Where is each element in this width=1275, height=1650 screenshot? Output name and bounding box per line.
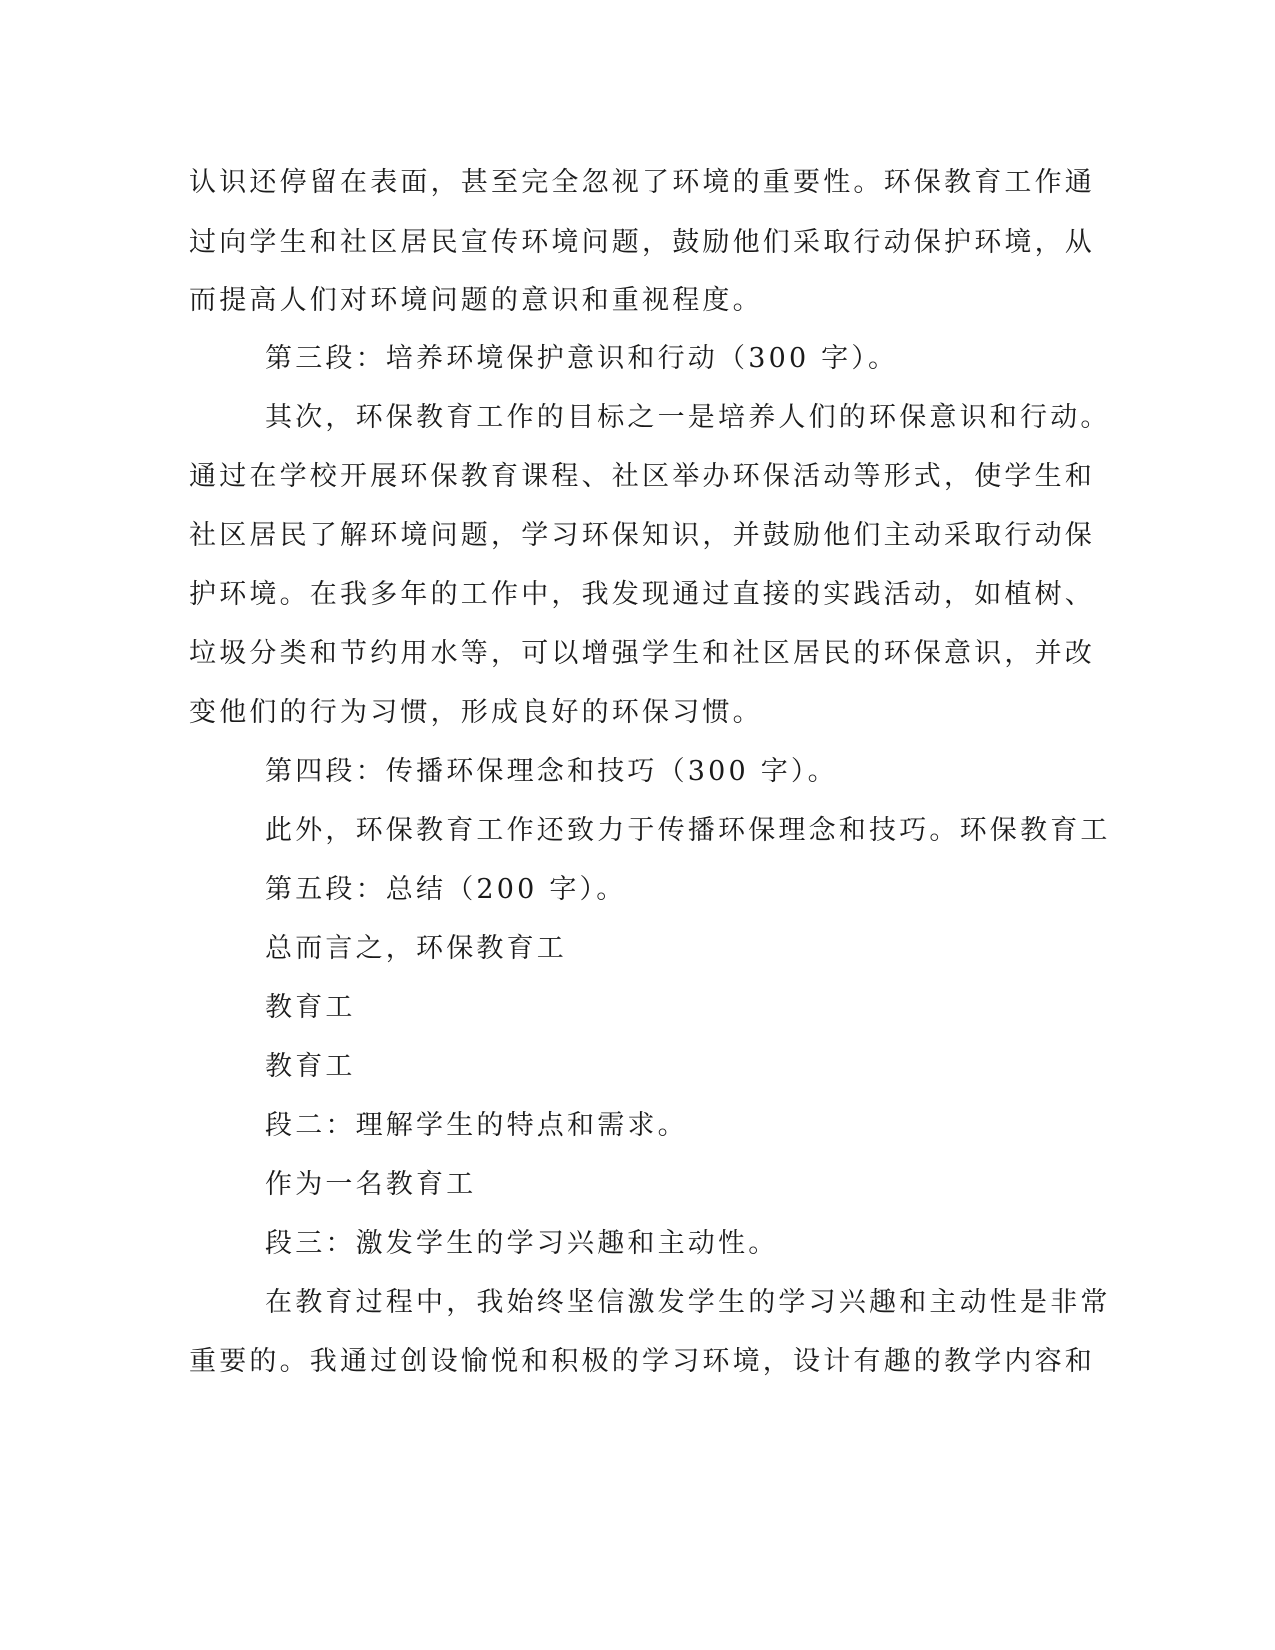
body-text-line: 总而言之，环保教育工 [265, 933, 567, 964]
body-text-line: 教育工 [265, 992, 356, 1023]
section-heading: 段三：激发学生的学习兴趣和主动性。 [265, 1228, 779, 1259]
body-text-line: 变他们的行为习惯，形成良好的环保习惯。 [189, 697, 763, 728]
body-text-line: 社区居民了解环境问题，学习环保知识，并鼓励他们主动采取行动保 [189, 520, 1095, 551]
section-heading: 第四段：传播环保理念和技巧（300 字）。 [265, 756, 838, 787]
body-text-line: 过向学生和社区居民宣传环境问题，鼓励他们采取行动保护环境，从 [189, 227, 1095, 258]
body-text-line: 通过在学校开展环保教育课程、社区举办环保活动等形式，使学生和 [189, 461, 1095, 492]
body-text-line: 在教育过程中，我始终坚信激发学生的学习兴趣和主动性是非常 [265, 1287, 1111, 1318]
body-text-line: 教育工 [265, 1051, 356, 1082]
body-text-line: 重要的。我通过创设愉悦和积极的学习环境，设计有趣的教学内容和 [189, 1346, 1095, 1377]
body-text-line: 此外，环保教育工作还致力于传播环保理念和技巧。环保教育工 [265, 815, 1111, 846]
body-text-line: 护环境。在我多年的工作中，我发现通过直接的实践活动，如植树、 [189, 579, 1095, 610]
section-heading: 段二：理解学生的特点和需求。 [265, 1110, 688, 1141]
section-heading: 第三段：培养环境保护意识和行动（300 字）。 [265, 343, 899, 374]
body-text-line: 其次，环保教育工作的目标之一是培养人们的环保意识和行动。 [265, 402, 1111, 433]
body-text-line: 作为一名教育工 [265, 1169, 477, 1200]
body-text-line: 认识还停留在表面，甚至完全忽视了环境的重要性。环保教育工作通 [189, 167, 1095, 198]
body-text-line: 垃圾分类和节约用水等，可以增强学生和社区居民的环保意识，并改 [189, 638, 1095, 669]
body-text-line: 而提高人们对环境问题的意识和重视程度。 [189, 285, 763, 316]
section-heading: 第五段：总结（200 字）。 [265, 874, 627, 905]
